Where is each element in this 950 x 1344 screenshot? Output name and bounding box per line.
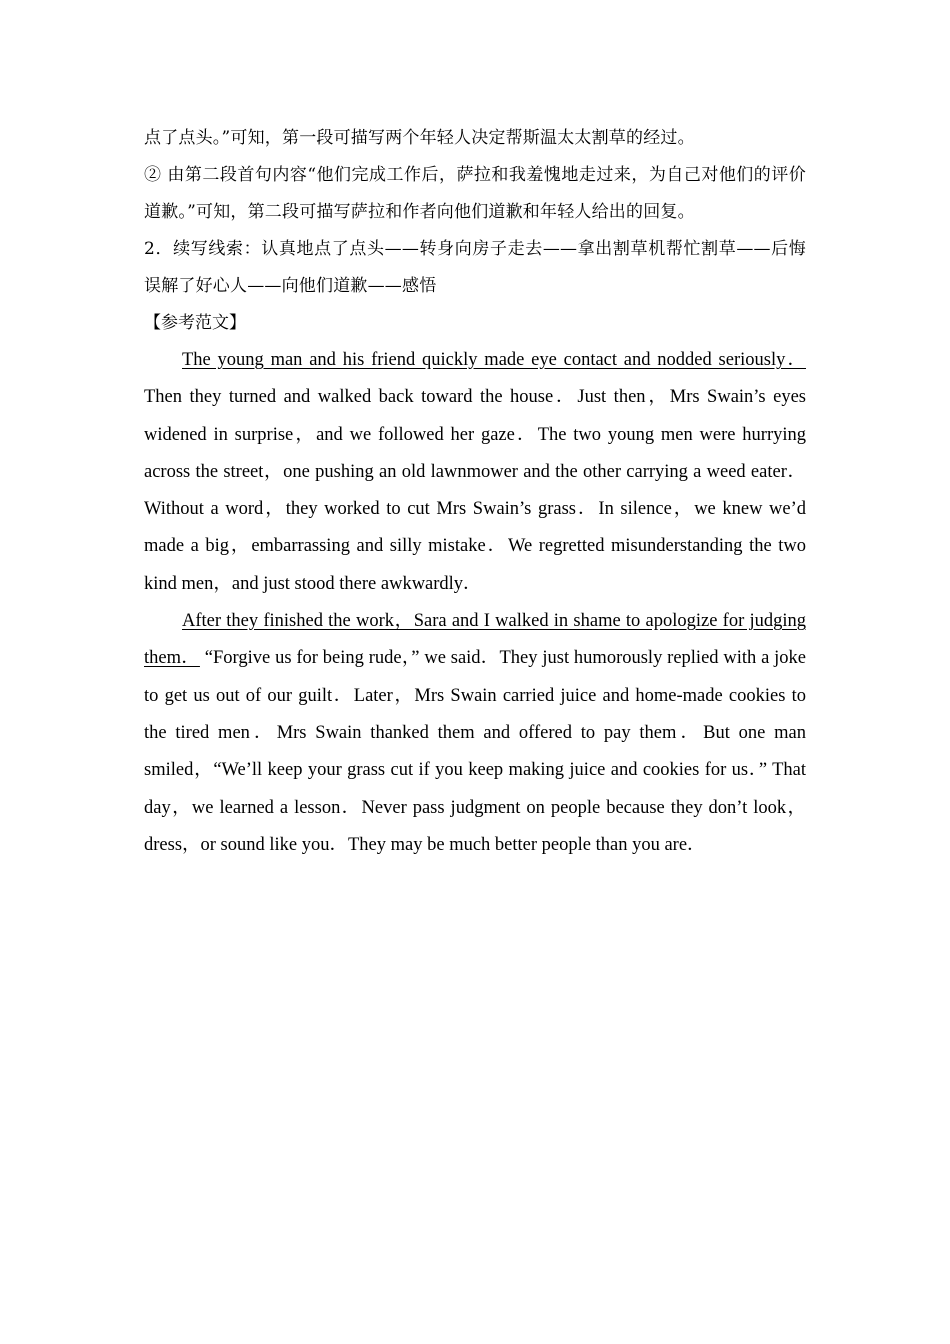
reference-paragraph-2	[144, 603, 806, 864]
paragraph-2-body: “Forgive us for being rude，” we said．They just humorously replied with a joke to get us out of our guilt．Later，Mrs Swain carried juice and home-made cookies to the tired men．Mrs Swain thanked them and offered to pay them．But one man smiled，“We’ll keep your grass cut if you keep making juice and cookies for us．” That day，we learned a lesson．Never pass judgment on people because they don’t look，dress，or sound like you．They may be much better people than you are．	[144, 648, 807, 855]
reference-heading: 【参考范文】	[144, 313, 246, 333]
paragraph-1-body: Then they turned and walked back toward the house．Just then，Mrs Swain’s eyes widened in surprise，and we followed her gaze．The two young men were hurrying across the street，one pushing an old lawnmower and the other carrying a weed eater．Without a word，they worked to cut Mrs Swain’s grass．In silence，we knew we’d made a big，embarrassing and silly mistake．We regretted misunderstanding the two kind men，and just stood there awkwardly．	[144, 387, 806, 594]
continuation-clues: 2．续写线索：认真地点了点头——转身向房子走去——拿出割草机帮忙割草——后悔误解了好心人——向他们道歉——感悟	[144, 239, 806, 296]
paragraph-2-opening-sentence: After they finished the work，Sara and I walked in shame to apologize for judging them．	[144, 611, 806, 669]
document-page	[144, 120, 806, 864]
paragraph-1-opening-sentence: The young man and his friend quickly made eye contact and nodded seriously．	[182, 350, 806, 370]
reference-paragraph-1	[144, 342, 806, 603]
analysis-point-2: ② 由第二段首句内容“他们完成工作后，萨拉和我羞愧地走过来，为自己对他们的评价道歉。”可知，第二段可描写萨拉和作者向他们道歉和年轻人给出的回复。	[144, 165, 806, 222]
analysis-line-1: 点了点头。”可知，第一段可描写两个年轻人决定帮斯温太太割草的经过。	[144, 128, 695, 148]
